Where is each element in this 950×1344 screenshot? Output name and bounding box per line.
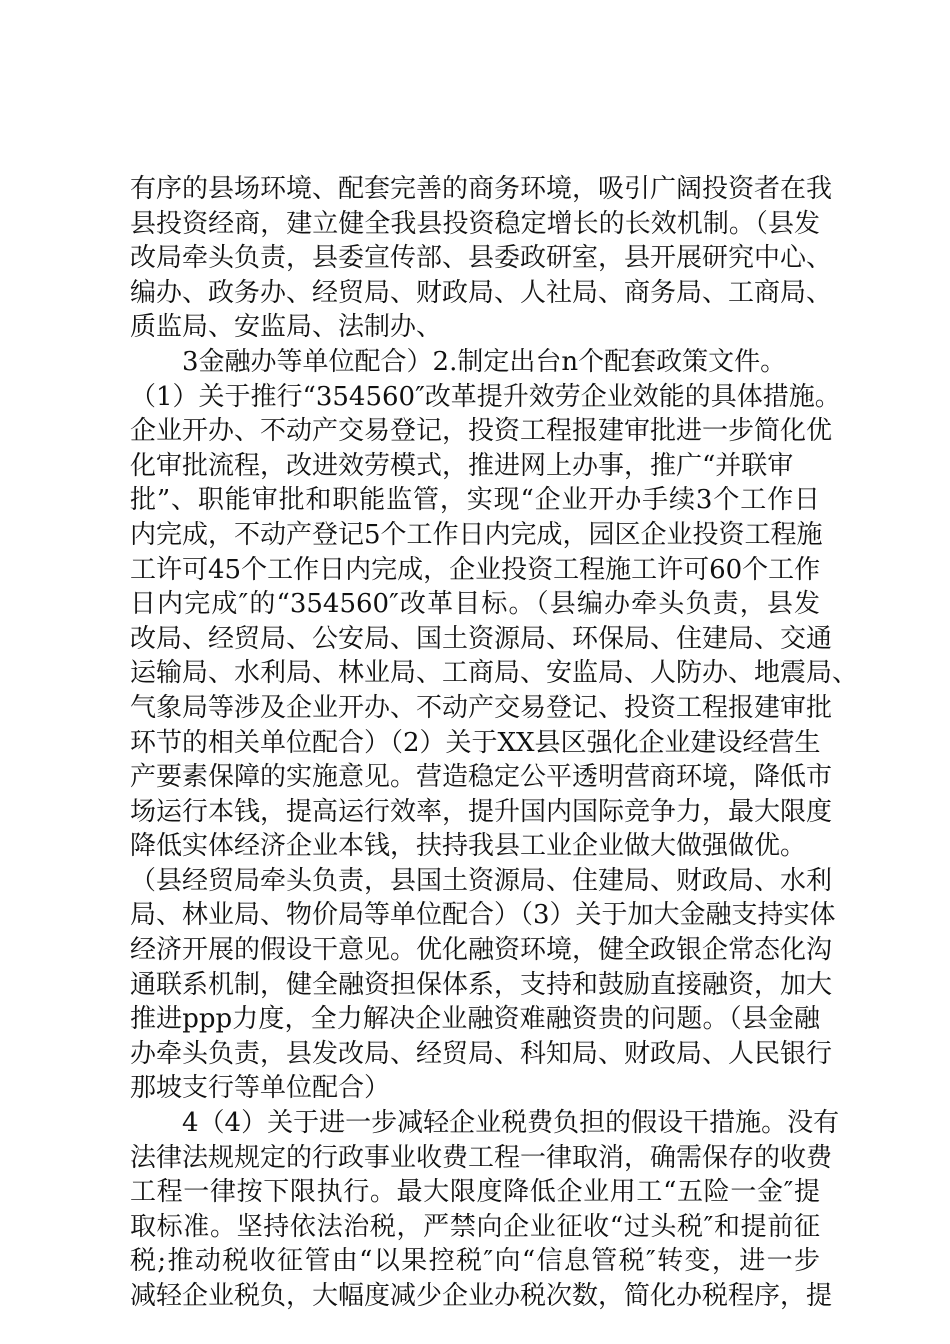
text-line: 那坡支行等单位配合）	[130, 1073, 391, 1104]
text-line: 运输局、水利局、林业局、工商局、安监局、人防办、地震局、	[130, 658, 859, 689]
text-line: 企业开办、不动产交易登记，投资工程报建审批进一步简化优	[130, 416, 833, 447]
text-line: 质监局、安监局、法制办、	[130, 312, 443, 343]
text-line: 3金融办等单位配合）2.制定出台n个配套政策文件。	[182, 346, 787, 377]
text-line: 局、林业局、物价局等单位配合）（3）关于加大金融支持实体	[130, 900, 836, 931]
text-line: 取标准。坚持依法治税，严禁向企业征收“过头税″和提前征	[130, 1211, 820, 1242]
text-line: 法律法规规定的行政事业收费工程一律取消，确需保存的收费	[130, 1142, 833, 1173]
text-line: 产要素保障的实施意见。营造稳定公平透明营商环境，降低市	[130, 762, 833, 793]
text-line: 有序的县场环境、配套完善的商务环境，吸引广阔投资者在我	[130, 174, 833, 204]
text-line: 场运行本钱，提高运行效率，提升国内国际竞争力，最大限度	[130, 796, 833, 827]
text-line: 减轻企业税负，大幅度减少企业办税次数，简化办税程序，提	[130, 1281, 833, 1311]
text-line: 办牵头负责，县发改局、经贸局、科知局、财政局、人民银行	[130, 1038, 833, 1069]
text-line: （1）关于推行“354560″改革提升效劳企业效能的具体措施。	[130, 381, 841, 412]
text-line: 日内完成″的“354560″改革目标。（县编办牵头负责，县发	[130, 589, 820, 620]
text-line: 内完成，不动产登记5个工作日内完成，园区企业投资工程施	[130, 519, 823, 550]
text-line: 化审批流程，改进效劳模式，推进网上办事，推广“并联审	[130, 450, 794, 481]
text-line: 经济开展的假设干意见。优化融资环境，健全政银企常态化沟	[130, 935, 833, 966]
text-line: 工许可45个工作日内完成，企业投资工程施工许可60个工作	[130, 554, 821, 585]
text-line: 通联系机制，健全融资担保体系，支持和鼓励直接融资，加大	[130, 969, 833, 1000]
text-line: 工程一律按下限执行。最大限度降低企业用工“五险一金″提	[130, 1177, 820, 1208]
text-line: 批”、职能审批和职能监管，实现“企业开办手续3个工作日	[130, 485, 820, 516]
text-line: 改局、经贸局、公安局、国土资源局、环保局、住建局、交通	[130, 623, 833, 654]
text-line: 改局牵头负责，县委宣传部、县委政研室，县开展研究中心、	[130, 243, 833, 274]
text-line: 4（4）关于进一步减轻企业税费负担的假设干措施。没有	[182, 1108, 840, 1139]
text-line: 气象局等涉及企业开办、不动产交易登记、投资工程报建审批	[130, 692, 833, 723]
text-line: 环节的相关单位配合）（2）关于XX县区强化企业建设经营生	[130, 727, 821, 758]
text-line: 编办、政务办、经贸局、财政局、人社局、商务局、工商局、	[130, 277, 833, 308]
text-line: 推进ppp力度，全力解决企业融资难融资贵的问题。（县金融	[130, 1004, 820, 1035]
document-body	[130, 172, 859, 1314]
text-line: （县经贸局牵头负责，县国土资源局、住建局、财政局、水利	[130, 865, 833, 896]
text-line: 县投资经商，建立健全我县投资稳定增长的长效机制。（县发	[130, 208, 820, 239]
text-line: 降低实体经济企业本钱，扶持我县工业企业做大做强做优。	[130, 831, 807, 862]
text-line: 税;推动税收征管由“以果控税″向“信息管税″转变，进一步	[130, 1246, 820, 1277]
